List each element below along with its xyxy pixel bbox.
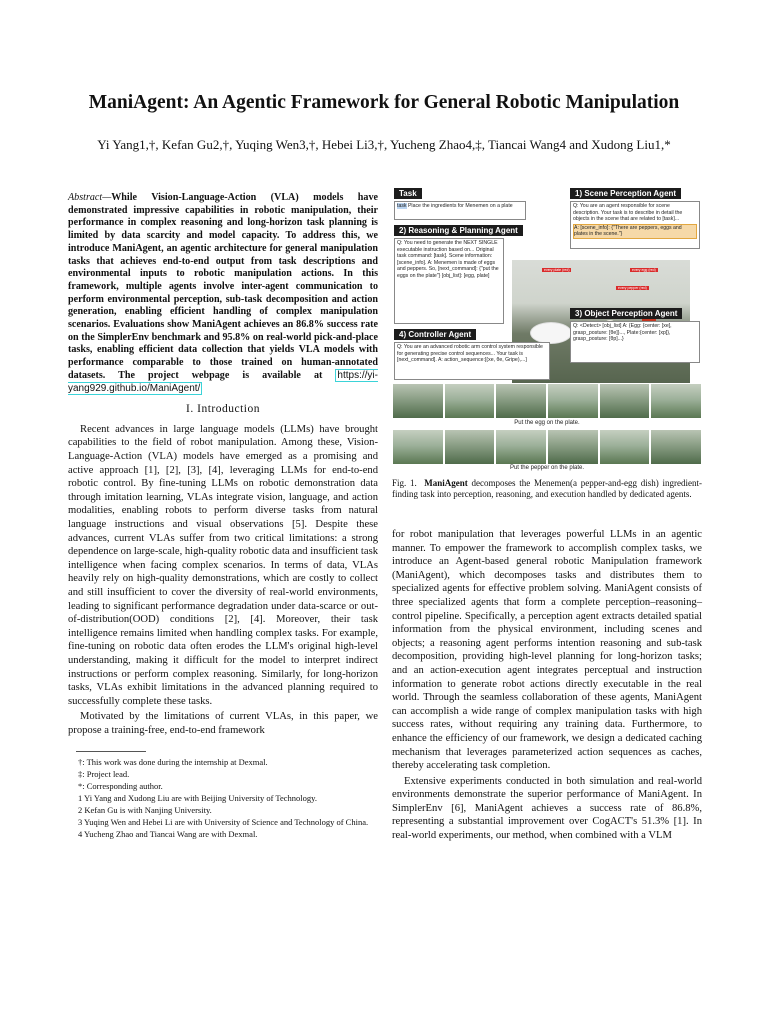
intro-paragraph-4: Extensive experiments conducted in both simulation and real-world environments demonstrate the superior performance of ManiAgent. In SimplerEnv [6], ManiAgent achieves a success rate of 86.8%, representing a substantial improvement over CogACT's 51.3% [1]. In real-world experiments, our method, when combined with a VLM bbox=[392, 775, 702, 842]
frame-image bbox=[651, 384, 701, 418]
frame-image bbox=[445, 430, 495, 464]
footnote: ‡: Project lead. bbox=[78, 768, 130, 779]
intro-paragraph-2: Motivated by the limitations of current VLAs, in this paper, we propose a training-free, end-to-end framework bbox=[68, 711, 378, 736]
footnote: 4 Yucheng Zhao and Tiancai Wang are with Dexmal. bbox=[78, 828, 258, 839]
controller-box bbox=[394, 342, 550, 380]
scene-question: Q: You are an agent responsible for scene description. Your task is to describe in detail the objects in the scene that are related to [task]... bbox=[573, 203, 683, 223]
abstract-text: While Vision-Language-Action (VLA) models have demonstrated impressive capabilities in robotic manipulation, their performance in complex reasoning and long-horizon task planning is limited by data scarcity and model capacity. To address this, we introduce ManiAgent, an agentic architecture for general manipulation tasks that achieves end-to-end output from task descriptions and environmental inputs to robotic manipulation actions. In this framework, multiple agents involve inter-agent communication to perform environmental perception, sub-task decomposition and action generation, enabling efficient handling of complex manipulation scenarios. Evaluations show ManiAgent achieves an 86.8% success rate on the SimplerEnv benchmark and 95.8% on real-world pick-and-place tasks, enabling efficient data collection that yields VLA models with performance comparable to those trained on human-annotated datasets. The project webpage is available at bbox=[68, 192, 378, 381]
intro-paragraph-3: for robot manipulation that leverages powerful LLMs in an agentic manner. To empower the framework to accomplish complex tasks, we introduce an Agent-based general robotic Manipulation framework (ManiAgent), which decomposes tasks and distributes them to specialized agents for effective problem solving. ManiAgent consists of three specialized agents that form a complete perception–reasoning–control pipeline. Specifically, a perception agent extracts detailed spatial information from the physical environment, including scenes and objects; a reasoning agent performs intention reasoning and sub-task decomposition, providing high-level planning for long-horizon tasks; and an action-execution agent integrates perceptual and instruction information to generate robot actions directly executable in the real world. Through the seamless collaboration of these agents, ManiAgent can accomplish a wide range of complex manipulation tasks with high success rates, without requiring any training data. Furthermore, to enhance the efficiency of our framework, we design a dedicated caching mechanism that leverages parameterized action sequences as caches, thereby accelerating task completion. bbox=[392, 529, 702, 772]
controller-text: Q: You are an advanced robotic arm control system responsible for generating precise control sequences... Your task is [next_command]. A: action_sequence:[(xe, θe, Gripe),...] bbox=[397, 344, 543, 364]
execution-strip-pepper bbox=[393, 430, 701, 464]
paper-title: ManiAgent: An Agentic Framework for General Robotic Manipulation bbox=[88, 92, 680, 113]
strip-caption-pepper: Put the pepper on the plate. bbox=[509, 465, 585, 471]
abstract bbox=[68, 192, 378, 395]
right-column bbox=[392, 528, 702, 845]
object-perception-header: 3) Object Perception Agent bbox=[570, 308, 682, 319]
object-text: Q: <Detect> [obj_list] A: {Egg: {center: [xe], grasp_posture: [θe]}..., Plate:{center: [xp]}, grasp_posture: [θp]...} bbox=[573, 323, 672, 343]
frame-image bbox=[651, 430, 701, 464]
plate-object bbox=[530, 322, 572, 344]
task-box bbox=[394, 201, 526, 220]
footnote: †: This work was done during the internship at Dexmal. bbox=[78, 756, 268, 767]
project-webpage-link[interactable]: https://yi-yang929.github.io/ManiAgent/ bbox=[68, 369, 378, 394]
reasoning-planning-header: 2) Reasoning & Planning Agent bbox=[394, 225, 523, 236]
figure-caption bbox=[392, 478, 702, 501]
controller-header: 4) Controller Agent bbox=[394, 329, 476, 340]
execution-strip-egg bbox=[393, 384, 701, 418]
footnote: 1 Yi Yang and Xudong Liu are with Beijing University of Technology. bbox=[78, 792, 317, 803]
task-text: Place the ingredients for Menemen on a plate bbox=[407, 203, 513, 209]
left-column bbox=[68, 192, 378, 841]
frame-image bbox=[496, 384, 546, 418]
author-list: Yi Yang1,†, Kefan Gu2,†, Yuqing Wen3,†, Hebei Li3,†, Yucheng Zhao4,‡, Tiancai Wang4 and Xudong Liu1,* bbox=[97, 137, 671, 152]
task-header: Task bbox=[394, 188, 422, 199]
frame-image bbox=[600, 430, 650, 464]
frame-image bbox=[548, 430, 598, 464]
scene-answer: A: [scene_info]: {"There are peppers, eggs and plates in the scene."} bbox=[573, 224, 697, 239]
frame-image bbox=[496, 430, 546, 464]
frame-image bbox=[393, 384, 443, 418]
caption-bold: ManiAgent bbox=[424, 478, 468, 488]
detection-label: every pepper (red) bbox=[618, 286, 647, 290]
frame-image bbox=[445, 384, 495, 418]
footnote-divider bbox=[76, 751, 146, 752]
task-tag: task bbox=[397, 203, 407, 209]
caption-text: decomposes the Menemen(a pepper-and-egg dish) ingredient-finding task into perception, reasoning, and execution handled by dedicated agents. bbox=[392, 478, 702, 500]
reasoning-planning-box bbox=[394, 238, 504, 324]
reasoning-text: Q: You need to generate the NEXT SINGLE executable instruction based on... Original task command: [task]. Scene information: [scene_info]. A: Menemen is made of eggs and peppers. So, [next_command]: {"put the eggs on the plate"} [obj_list]: [egg, plate] bbox=[397, 240, 499, 279]
footnote: *: Corresponding author. bbox=[78, 780, 163, 791]
detection-label: every plate (red) bbox=[544, 268, 570, 272]
scene-perception-header: 1) Scene Perception Agent bbox=[570, 188, 681, 199]
footnote: 3 Yuqing Wen and Hebei Li are with University of Science and Technology of China. bbox=[78, 816, 369, 827]
footnote: 2 Kefan Gu is with Nanjing University. bbox=[78, 804, 212, 815]
abstract-lead: Abstract— bbox=[68, 192, 112, 203]
footnotes bbox=[68, 757, 378, 840]
object-perception-box bbox=[570, 321, 700, 363]
strip-caption-egg: Put the egg on the plate. bbox=[514, 420, 580, 426]
frame-image bbox=[393, 430, 443, 464]
frame-image bbox=[548, 384, 598, 418]
intro-paragraph-1: Recent advances in large language models (LLMs) have brought capabilities to the field of robot manipulation. Among these, Vision-Language-Action (VLA) models have emerged as a promising and active approach [1], [2], [3], [4], leveraging LLMs for end-to-end robotic control. By fine-tuning LLMs on robotic demonstration data through imitation learning, VLAs integrate vision, language, and action modalities, enabling robots to perform diverse tasks from natural language instructions and visual observations [5]. Despite these advances, current VLAs suffer from two critical limitations: a strong dependence on large-scale, high-quality robotic data and insufficient task intelligence when facing complex scenarios. In terms of data, VLAs heavily rely on high-quality demonstrations, which are costly to collect and still insufficient to cover the diversity of real-world environments, leading to significant performance degradation under data-scarce or out-of-distribution(OOD) conditions [2], [4]. Moreover, their task intelligence remains limited when handling complex tasks. For example, fine-tuning on robotic data often erodes the LLM's original high-level understanding, making it difficult for the model to interpret indirect instructions or perform complex reasoning. Similarly, for long-horizon tasks, VLAs exhibit limitations in the advanced planning required to successfully complete these tasks. bbox=[68, 423, 378, 707]
figure-1 bbox=[392, 188, 702, 478]
section-heading-introduction: I. Introduction bbox=[186, 403, 260, 416]
frame-image bbox=[600, 384, 650, 418]
detection-label: every egg (red) bbox=[632, 268, 656, 272]
scene-perception-box bbox=[570, 201, 700, 249]
caption-label: Fig. 1. bbox=[392, 478, 417, 488]
